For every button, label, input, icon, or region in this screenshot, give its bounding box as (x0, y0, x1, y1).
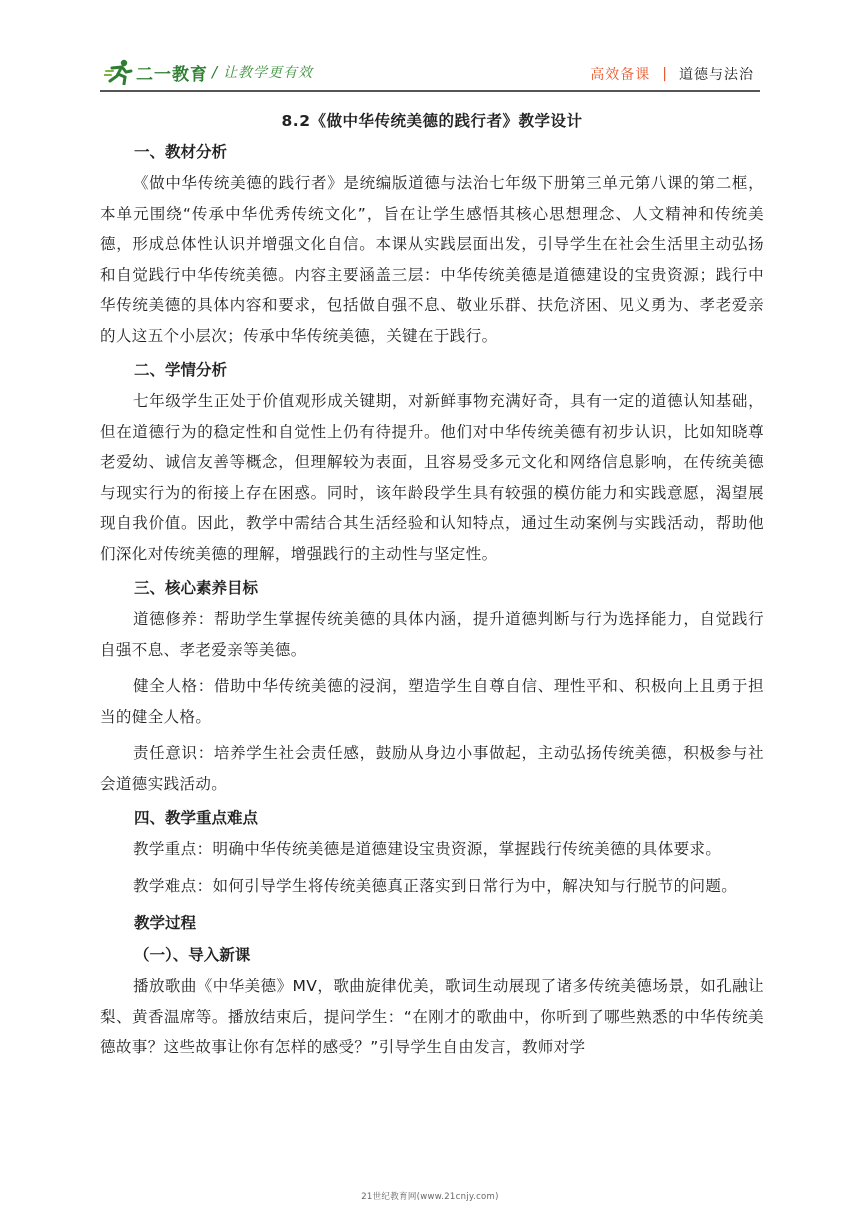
paragraph-goal-responsibility: 责任意识：培养学生社会责任感，鼓励从身边小事做起，主动弘扬传统美德，积极参与社会道德实践活动。 (100, 744, 764, 793)
paragraph-student-analysis: 七年级学生正处于价值观形成关键期，对新鲜事物充满好奇，具有一定的道德认知基础，但在道德行为的稳定性和自觉性上仍有待提升。他们对中华传统美德有初步认识，比如知晓尊老爱幼、诚信友善等概念，但理解较为表面，且容易受多元文化和网络信息影响，在传统美德与现实行为的衔接上存在困惑。同时，该年龄段学生具有较强的模仿能力和实践意愿，渴望展现自我价值。因此，教学中需结合其生活经验和认知特点，通过生动案例与实践活动，帮助他们深化对传统美德的理解，增强践行的主动性与坚定性。 (100, 392, 764, 563)
paragraph-goal-personality: 健全人格：借助中华传统美德的浸润，塑造学生自尊自信、理性平和、积极向上且勇于担当的健全人格。 (100, 677, 764, 726)
subsection-heading-intro: （一）、导入新课 (134, 946, 251, 964)
document-body (100, 106, 764, 1063)
section-heading-core-goals: 三、核心素养目标 (134, 579, 259, 597)
header-subject[interactable]: 道德与法治 (679, 67, 754, 83)
paragraph-difficult-point: 教学难点：如何引导学生将传统美德真正落实到日常行为中，解决知与行脱节的问题。 (133, 876, 738, 895)
paragraph-key-point: 教学重点：明确中华传统美德是道德建设宝贵资源，掌握践行传统美德的具体要求。 (133, 840, 722, 858)
brand-slogan: 让教学更有效 (223, 65, 314, 81)
brand-separator: / (212, 63, 218, 81)
paragraph-goal-morality: 道德修养：帮助学生掌握传统美德的具体内涵，提升道德判断与行为选择能力，自觉践行自强不息、孝老爱亲等美德。 (100, 610, 764, 659)
runner-logo-icon (104, 59, 134, 85)
section-heading-student-analysis: 二、学情分析 (134, 361, 228, 379)
doc-title: 8.2《做中华传统美德的践行者》教学设计 (281, 112, 583, 130)
section-heading-textbook-analysis: 一、教材分析 (134, 143, 228, 161)
paragraph-textbook-analysis: 《做中华传统美德的践行者》是统编版道德与法治七年级下册第三单元第八课的第二框，本单元围绕“传承中华优秀传统文化”，旨在让学生感悟其核心思想理念、人文精神和传统美德，形成总体性认识并增强文化自信。本课从实践层面出发，引导学生在社会生活里主动弘扬和自觉践行中华传统美德。内容主要涵盖三层：中华传统美德是道德建设的宝贵资源；践行中华传统美德的具体内容和要求，包括做自强不息、敬业乐群、扶危济困、见义勇为、孝老爱亲的人这五个小层次；传承中华传统美德，关键在于践行。 (100, 174, 764, 345)
section-heading-key-points: 四、教学重点难点 (134, 809, 259, 827)
page-footer: 21世纪教育网(www.21cnjy.com) (361, 1192, 499, 1202)
section-heading-teaching-process: 教学过程 (134, 914, 197, 932)
brand-name: 二一教育 (136, 64, 208, 85)
paragraph-intro: 播放歌曲《中华美德》MV，歌曲旋律优美，歌词生动展现了诸多传统美德场景，如孔融让梨、黄香温席等。播放结束后，提问学生：“在刚才的歌曲中，你听到了哪些熟悉的中华传统美德故事？这些故事让你有怎样的感受？”引导学生自由发言，教师对学 (100, 977, 764, 1056)
page-header (100, 54, 760, 92)
brand-logo[interactable] (104, 58, 313, 86)
header-right (590, 64, 754, 84)
header-tag-efficient-prep[interactable]: 高效备课 (590, 67, 651, 83)
header-divider: | (662, 66, 667, 82)
